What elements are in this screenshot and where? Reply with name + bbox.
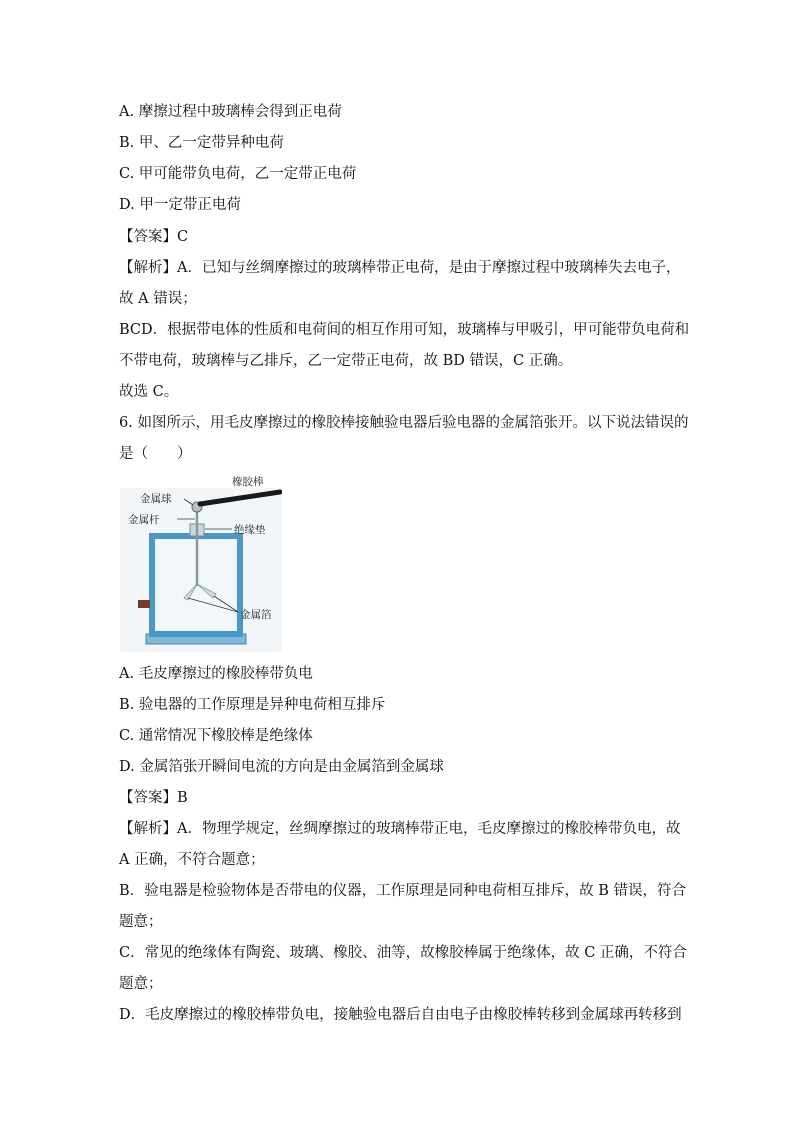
q6-analysis-line: C．常见的绝缘体有陶瓷、玻璃、橡胶、油等，故橡胶棒属于绝缘体，故 C 正确，不符合 — [119, 945, 687, 961]
q5-analysis-line: BCD．根据带电体的性质和电荷间的相互作用可知，玻璃棒与甲吸引，甲可能带负电荷和 — [119, 322, 690, 338]
q6-option-a: A. 毛皮摩擦过的橡胶棒带负电 — [119, 666, 313, 682]
q6-option-d: D. 金属箔张开瞬间电流的方向是由金属箔到金属球 — [119, 759, 444, 775]
electroscope-diagram — [120, 474, 282, 652]
label-metal-ball: 金属球 — [140, 493, 172, 505]
q5-option-a: A. 摩擦过程中玻璃棒会得到正电荷 — [119, 104, 342, 120]
q6-stem-line: 是（ ） — [119, 446, 192, 462]
q6-option-c: C. 通常情况下橡胶棒是绝缘体 — [119, 728, 313, 744]
q6-stem-line: 6. 如图所示，用毛皮摩擦过的橡胶棒接触验电器后验电器的金属箔张开。以下说法错误的 — [119, 415, 689, 431]
q6-analysis-line: 题意； — [119, 976, 163, 992]
q6-analysis-line: 题意； — [119, 914, 163, 930]
label-insulation-pad: 绝缘垫 — [234, 524, 266, 536]
q6-analysis-line: A 正确，不符合题意； — [119, 852, 265, 868]
q6-analysis-line: B．验电器是检验物体是否带电的仪器，工作原理是同种电荷相互排斥，故 B 错误，符合 — [119, 883, 687, 899]
label-rubber-rod: 橡胶棒 — [232, 476, 264, 488]
q5-analysis-line: 故 A 错误； — [119, 291, 197, 307]
q5-analysis-line: 不带电荷，玻璃棒与乙排斥，乙一定带正电荷，故 BD 错误，C 正确。 — [119, 353, 573, 369]
q5-answer: 【答案】C — [119, 229, 189, 245]
q6-analysis-line: D．毛皮摩擦过的橡胶棒带负电，接触验电器后自由电子由橡胶棒转移到金属球再转移到 — [119, 1007, 682, 1023]
side-knob — [138, 600, 150, 608]
q5-option-c: C. 甲可能带负电荷，乙一定带正电荷 — [119, 166, 357, 182]
q5-option-b: B. 甲、乙一定带异种电荷 — [119, 135, 284, 151]
electroscope-figure — [120, 474, 282, 652]
q6-analysis-line: 【解析】A．物理学规定，丝绸摩擦过的玻璃棒带正电，毛皮摩擦过的橡胶棒带负电，故 — [119, 821, 681, 837]
q6-answer: 【答案】B — [119, 790, 188, 806]
q6-option-b: B. 验电器的工作原理是异种电荷相互排斥 — [119, 697, 386, 713]
q5-analysis-line: 故选 C。 — [119, 384, 179, 400]
label-metal-stem: 金属杆 — [128, 514, 160, 526]
label-metal-foil: 金属箔 — [240, 609, 272, 621]
q5-analysis-line: 【解析】A．已知与丝绸摩擦过的玻璃棒带正电荷，是由于摩擦过程中玻璃棒失去电子， — [119, 260, 681, 276]
q5-option-d: D. 甲一定带正电荷 — [119, 197, 241, 213]
